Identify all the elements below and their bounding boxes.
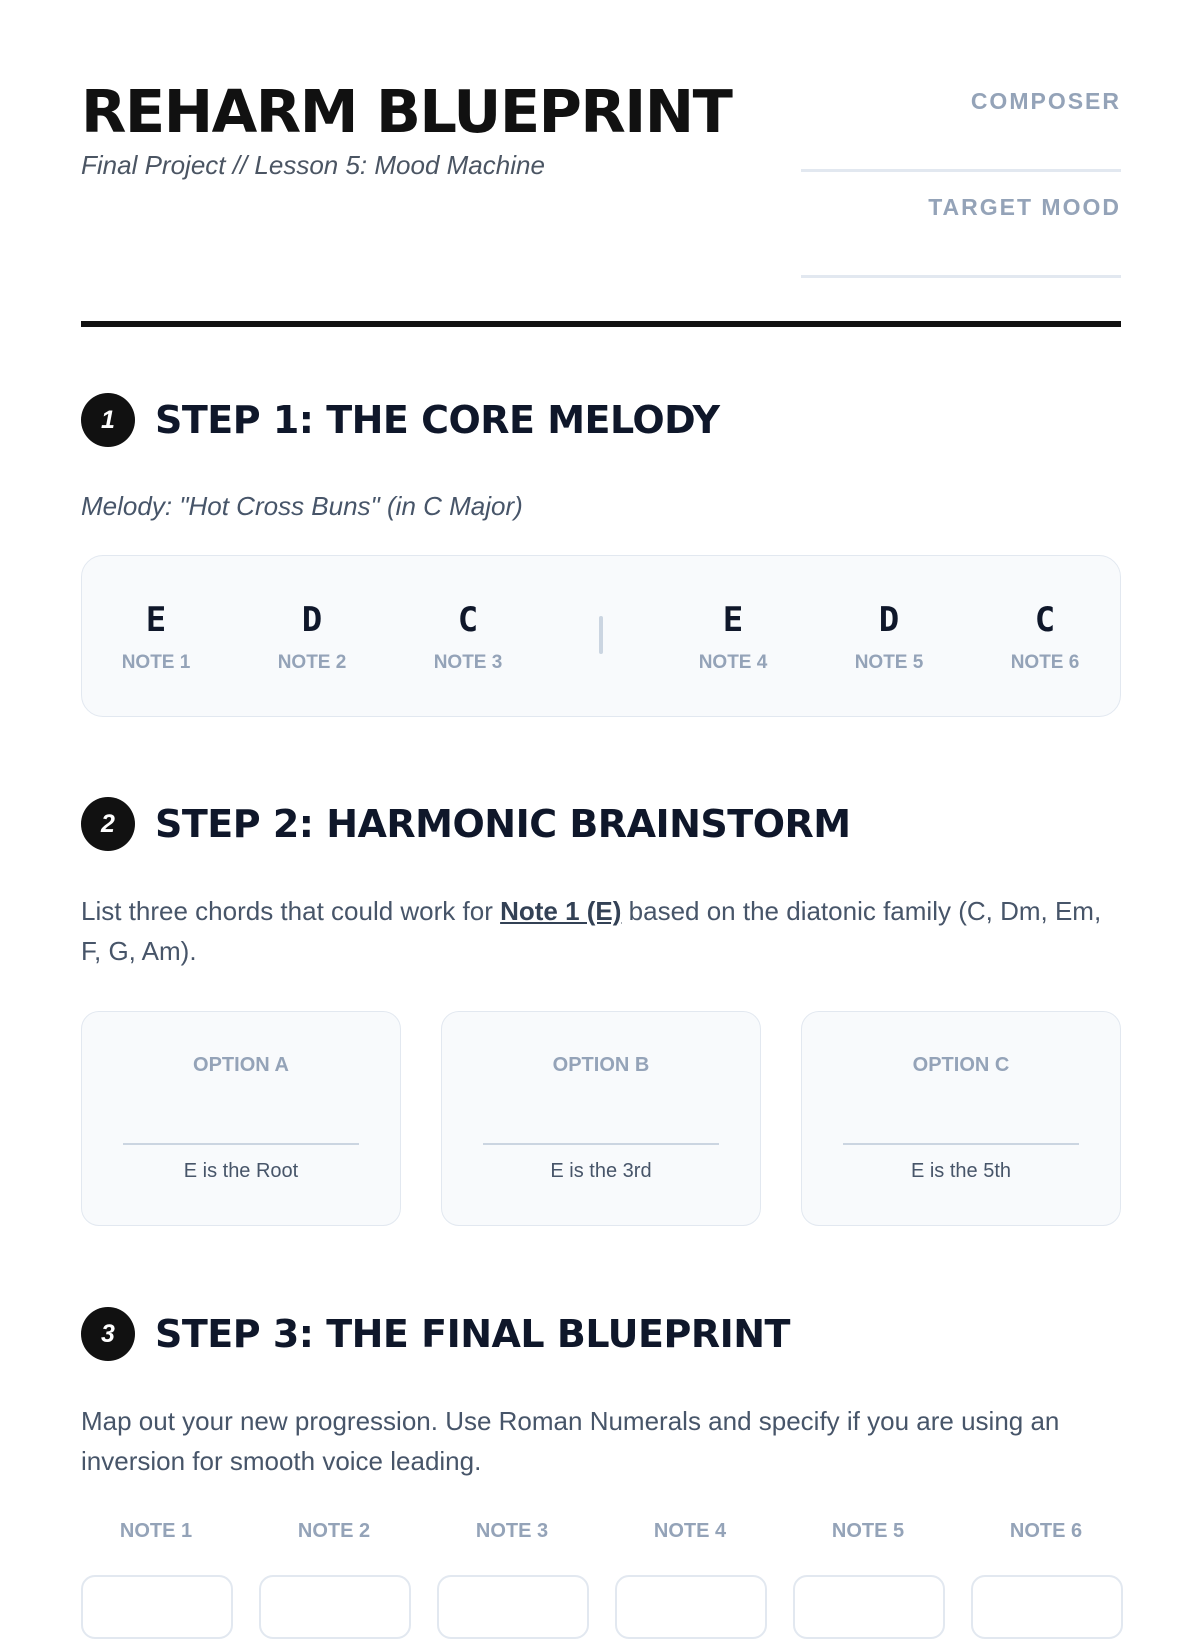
instruction-text: List three chords that could work for: [81, 896, 501, 926]
step-2-instructions: [81, 891, 1121, 971]
option-a-card[interactable]: [81, 1011, 401, 1226]
note-label: NOTE 6: [1010, 652, 1080, 673]
blueprint-column-label: NOTE 1: [119, 1520, 193, 1542]
note-letter: E: [722, 600, 744, 640]
option-answer-line[interactable]: [123, 1143, 359, 1145]
melody-caption: Melody: "Hot Cross Buns" (in C Major): [81, 491, 523, 521]
composer-field[interactable]: [801, 88, 1121, 172]
blueprint-input-box[interactable]: [81, 1575, 233, 1639]
option-hint: E is the 3rd: [550, 1160, 652, 1182]
note-label: NOTE 5: [854, 652, 924, 673]
melody-note: [683, 600, 783, 674]
composer-input-line[interactable]: [801, 169, 1121, 172]
chord-options: [81, 1011, 1121, 1226]
melody-note: [262, 600, 362, 674]
step-1-number-badge: 1: [81, 393, 135, 447]
blueprint-column-label: NOTE 6: [1009, 1520, 1083, 1542]
blueprint-column-label: NOTE 3: [475, 1520, 549, 1542]
blueprint-input-box[interactable]: [793, 1575, 945, 1639]
melody-panel: [81, 555, 1121, 717]
option-answer-line[interactable]: [843, 1143, 1079, 1145]
step-3-instructions: Map out your new progression. Use Roman Numerals and specify if you are using an inversion for smooth voice leading.: [81, 1406, 1060, 1476]
step-3-number-badge: 3: [81, 1307, 135, 1361]
page-title: REHARM BLUEPRINT: [81, 77, 732, 146]
melody-note: [995, 600, 1095, 674]
blueprint-column-label: NOTE 2: [297, 1520, 371, 1542]
melody-note: [106, 600, 206, 674]
blueprint-input-box[interactable]: [615, 1575, 767, 1639]
blueprint-column-label: NOTE 5: [831, 1520, 905, 1542]
option-label: OPTION A: [193, 1054, 289, 1076]
bar-line-divider: [599, 616, 603, 654]
header-divider: [81, 321, 1121, 327]
highlighted-note: Note 1 (E): [500, 896, 622, 926]
note-letter: C: [457, 600, 479, 640]
option-c-card[interactable]: [801, 1011, 1121, 1226]
blueprint-input-box[interactable]: [259, 1575, 411, 1639]
step-3-title: STEP 3: THE FINAL BLUEPRINT: [155, 1312, 790, 1356]
blueprint-input-box[interactable]: [971, 1575, 1123, 1639]
page-subtitle: Final Project // Lesson 5: Mood Machine: [81, 150, 545, 180]
composer-label: COMPOSER: [970, 88, 1121, 114]
note-label: NOTE 1: [121, 652, 191, 673]
option-label: OPTION B: [552, 1054, 650, 1076]
note-letter: D: [301, 600, 323, 640]
option-answer-line[interactable]: [483, 1143, 719, 1145]
note-label: NOTE 3: [433, 652, 503, 673]
step-2-title: STEP 2: HARMONIC BRAINSTORM: [155, 802, 851, 846]
option-hint: E is the 5th: [910, 1160, 1012, 1182]
step-1-title: STEP 1: THE CORE MELODY: [155, 398, 720, 442]
melody-note: [839, 600, 939, 674]
step-3-heading: [81, 1307, 790, 1361]
option-b-card[interactable]: [441, 1011, 761, 1226]
note-letter: E: [145, 600, 167, 640]
instruction-text: based on the diatonic family (C, Dm, Em, F, G, Am).: [81, 896, 1102, 966]
target-mood-field[interactable]: [801, 194, 1121, 278]
note-letter: C: [1034, 600, 1056, 640]
option-hint: E is the Root: [183, 1160, 299, 1182]
melody-note: [418, 600, 518, 674]
step-2-heading: [81, 797, 851, 851]
option-label: OPTION C: [912, 1054, 1010, 1076]
blueprint-column-label: NOTE 4: [653, 1520, 727, 1542]
step-1-heading: [81, 393, 719, 447]
note-label: NOTE 2: [277, 652, 347, 673]
target-mood-input-line[interactable]: [801, 275, 1121, 278]
blueprint-input-box[interactable]: [437, 1575, 589, 1639]
note-letter: D: [878, 600, 900, 640]
note-label: NOTE 4: [698, 652, 768, 673]
target-mood-label: TARGET MOOD: [928, 194, 1121, 220]
step-2-number-badge: 2: [81, 797, 135, 851]
